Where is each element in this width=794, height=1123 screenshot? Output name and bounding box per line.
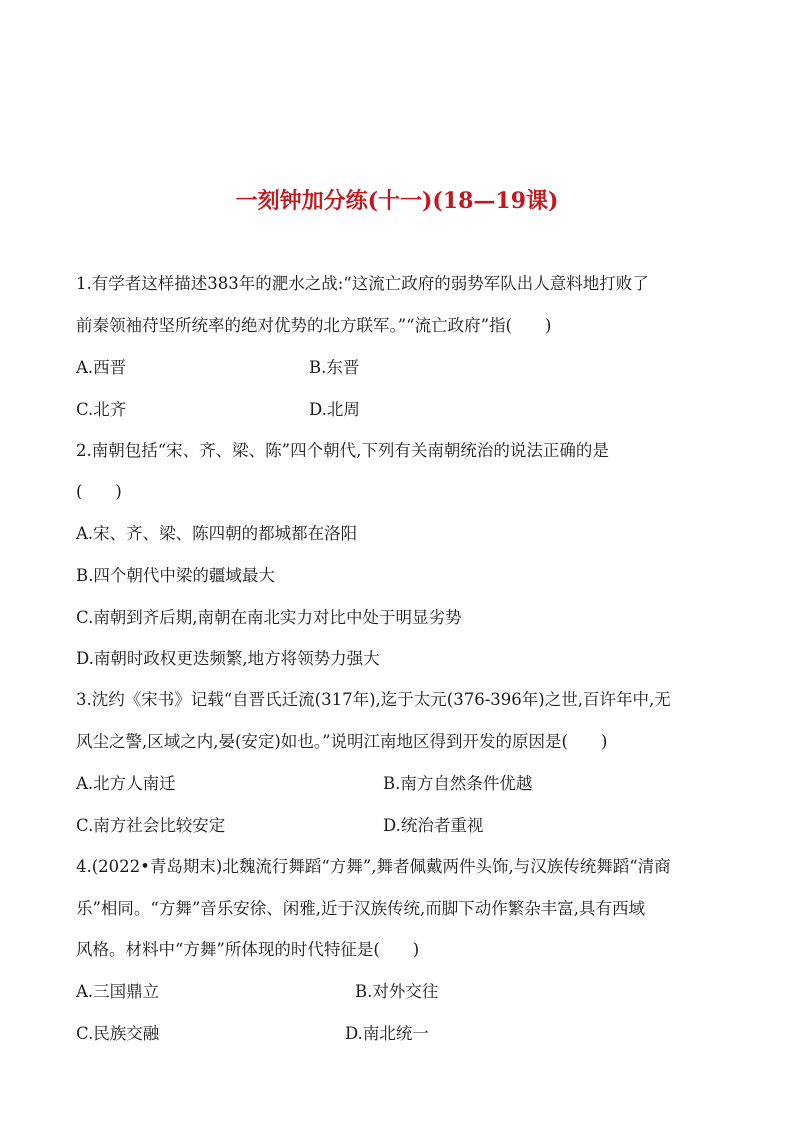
question-1-line-2: 前秦领袖苻坚所统率的绝对优势的北方联军。”“流亡政府”指( ): [76, 316, 552, 335]
question-1-option-c: C.北齐: [76, 400, 127, 419]
question-2-option-b: B.四个朝代中梁的疆域最大: [76, 566, 275, 585]
question-1-option-a: A.西晋: [76, 358, 127, 377]
question-3-option-d: D.统治者重视: [383, 816, 484, 835]
question-2-line-1: 2.南朝包括“宋、齐、梁、陈”四个朝代,下列有关南朝统治的说法正确的是: [76, 441, 609, 460]
question-3-option-b: B.南方自然条件优越: [383, 774, 533, 793]
question-4-line-3: 风格。材料中“方舞”所体现的时代特征是( ): [76, 940, 420, 959]
question-4-option-b: B.对外交往: [355, 982, 439, 1001]
question-3-line-2: 风尘之警,区域之内,晏(安定)如也。”说明江南地区得到开发的原因是( ): [76, 732, 608, 751]
question-4-line-2: 乐”相同。“方舞”音乐安徐、闲雅,近于汉族传统,而脚下动作繁杂丰富,具有西域: [76, 899, 646, 918]
question-2-option-a: A.宋、齐、梁、陈四朝的都城都在洛阳: [76, 524, 358, 543]
question-2-line-2: ( ): [76, 482, 122, 501]
question-1-option-b: B.东晋: [309, 358, 360, 377]
question-1-option-d: D.北周: [309, 400, 360, 419]
question-3-option-a: A.北方人南迁: [76, 774, 176, 793]
question-4-option-d: D.南北统一: [345, 1024, 429, 1043]
question-3-line-1: 3.沈约《宋书》记载“自晋氏迁流(317年),迄于太元(376-396年)之世,百许年中,无: [76, 690, 671, 709]
question-1-line-1: 1.有学者这样描述383年的淝水之战:“这流亡政府的弱势军队出人意料地打败了: [76, 274, 649, 293]
page-title: 一刻钟加分练(十一)(18—19课): [235, 188, 559, 214]
question-3-option-c: C.南方社会比较安定: [76, 816, 226, 835]
question-4-line-1: 4.(2022•青岛期末)北魏流行舞蹈“方舞”,舞者佩戴两件头饰,与汉族传统舞蹈“清商: [76, 857, 671, 876]
question-2-option-d: D.南朝时政权更迭频繁,地方将领势力强大: [76, 649, 380, 668]
question-4-option-c: C.民族交融: [76, 1024, 160, 1043]
question-4-option-a: A.三国鼎立: [76, 982, 160, 1001]
question-2-option-c: C.南朝到齐后期,南朝在南北实力对比中处于明显劣势: [76, 608, 462, 627]
